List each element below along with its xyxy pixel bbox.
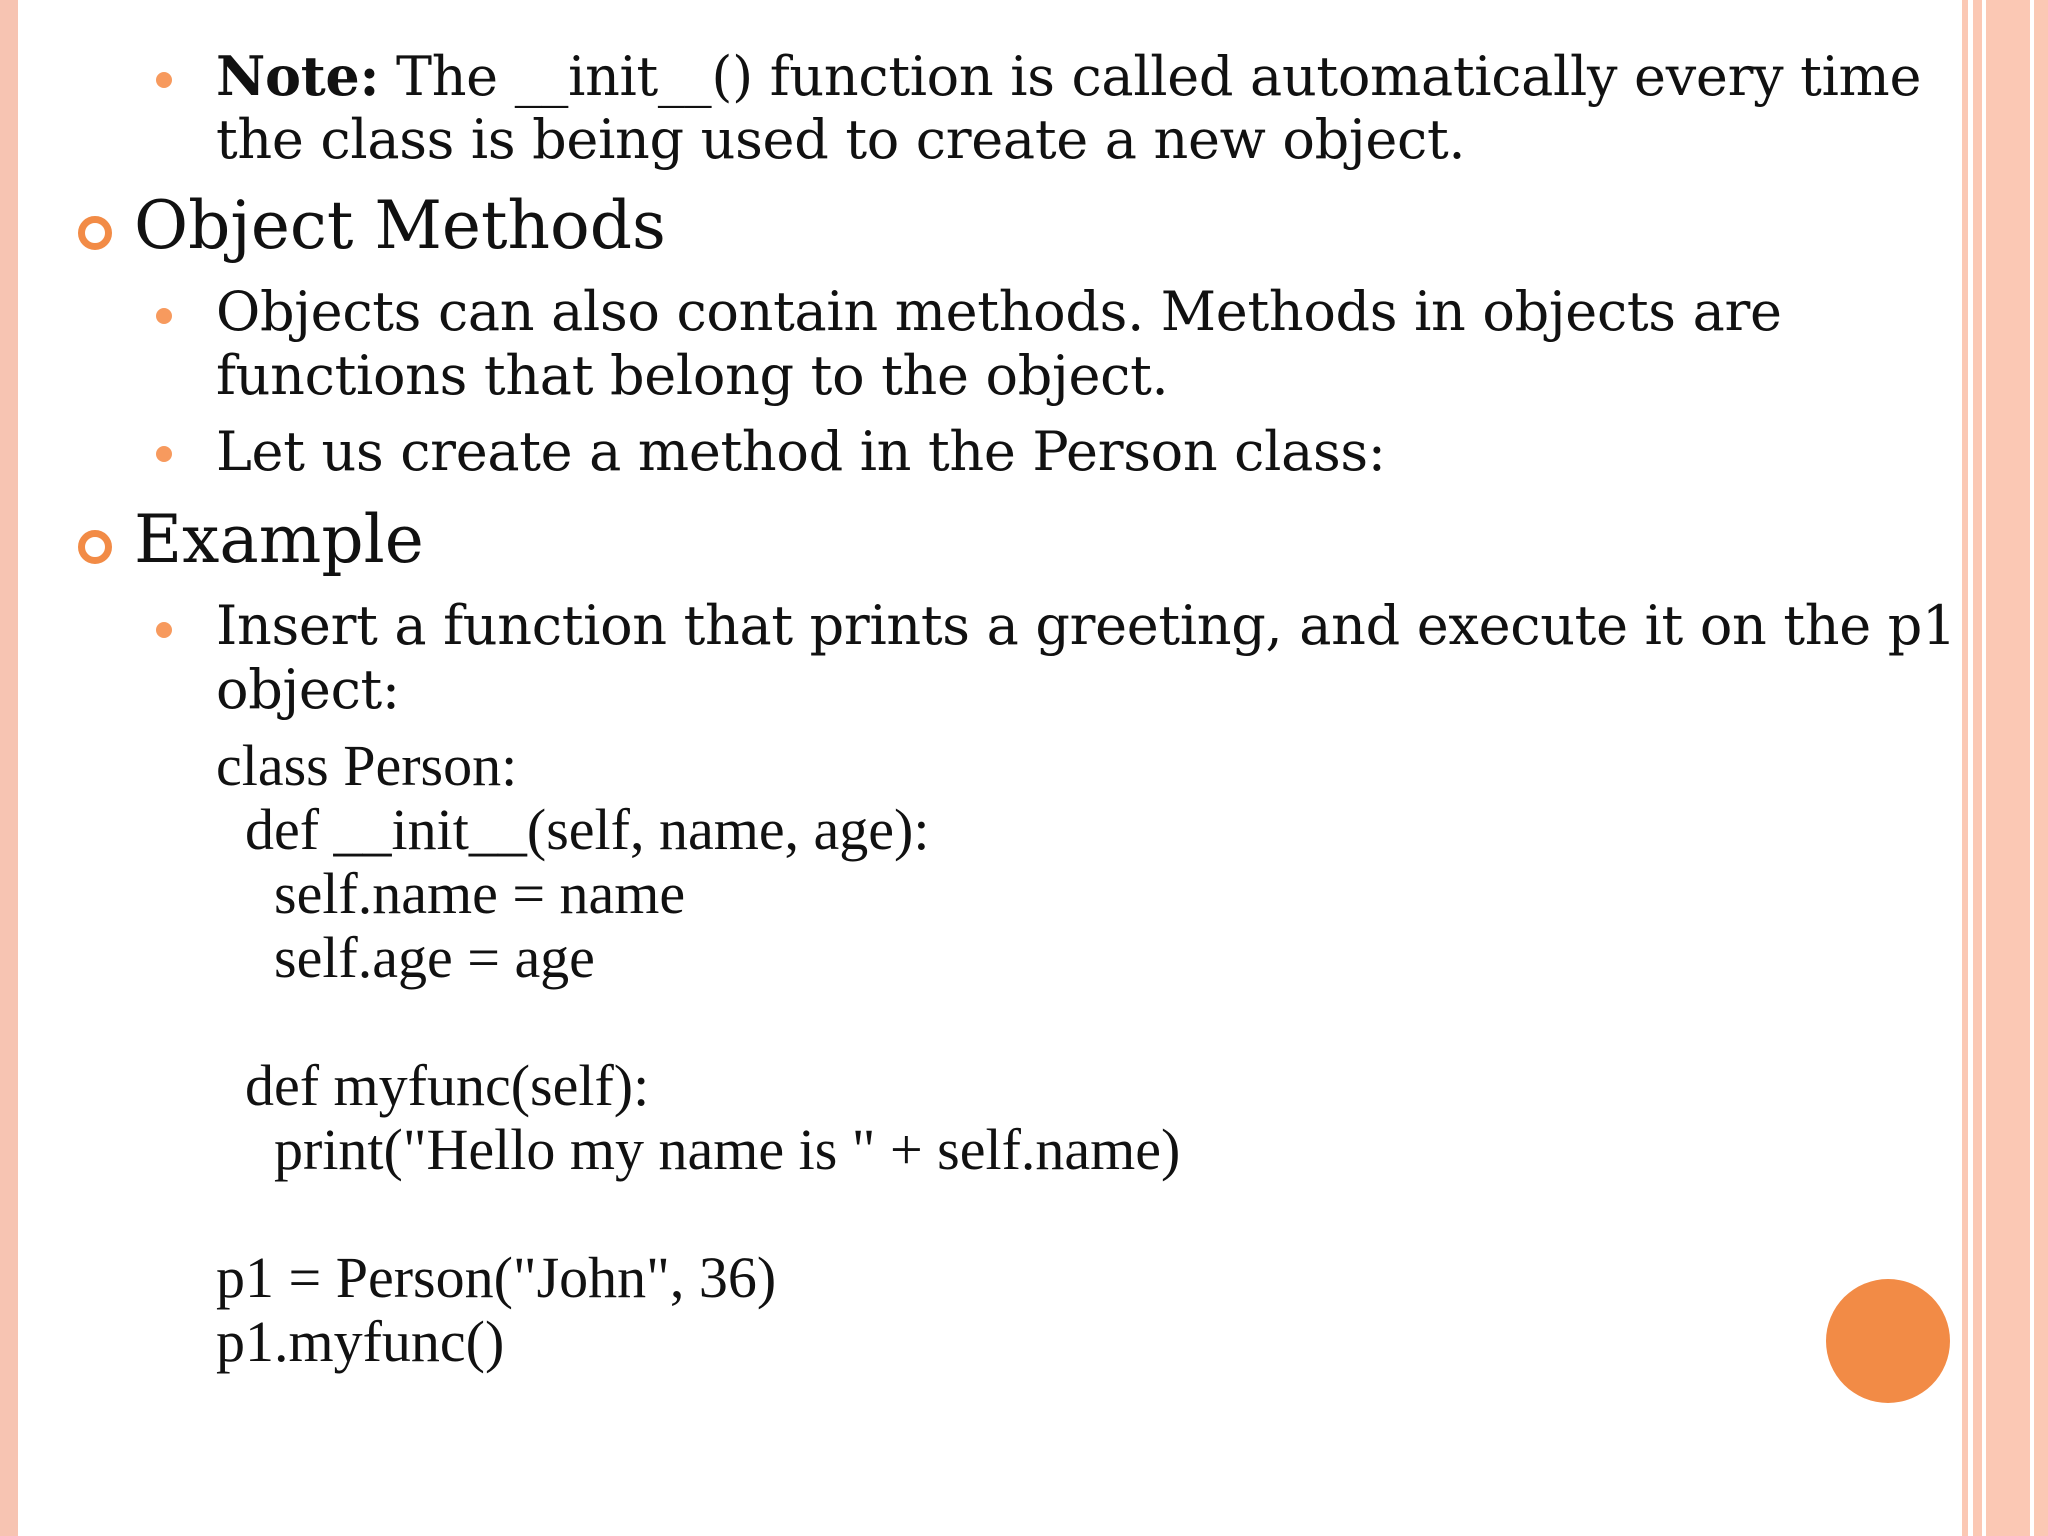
code-line: self.age = age <box>216 925 595 990</box>
dot-bullet-icon <box>156 622 172 638</box>
section-heading-object-methods: Object Methods <box>134 187 666 264</box>
bullet-text: Objects can also contain methods. Methods in objects are <box>216 280 1782 343</box>
note-label: Note: <box>216 44 380 108</box>
code-line: class Person: <box>216 733 518 798</box>
ring-bullet-icon <box>78 216 112 250</box>
code-line: def myfunc(self): <box>216 1053 650 1118</box>
bullet-text: Insert a function that prints a greeting, and execute it on the p1 <box>216 594 1957 657</box>
bullet-text-continued: functions that belong to the object. <box>216 344 1169 407</box>
dot-bullet-icon <box>156 446 172 462</box>
section-heading-example: Example <box>134 501 424 578</box>
code-line: self.name = name <box>216 861 686 926</box>
code-line: p1.myfunc() <box>216 1309 505 1374</box>
right-divider-line <box>1982 0 1986 1536</box>
note-text: The __init__() function is called automatically every time <box>379 45 1922 108</box>
note-line-2: the class is being used to create a new object. <box>216 108 1466 171</box>
right-divider-line <box>1968 0 1973 1536</box>
code-line: print("Hello my name is " + self.name) <box>216 1117 1181 1182</box>
orange-circle-decoration <box>1826 1279 1950 1403</box>
ring-bullet-icon <box>78 530 112 564</box>
bullet-text-continued: object: <box>216 658 400 721</box>
code-line: def __init__(self, name, age): <box>216 797 930 862</box>
code-line: p1 = Person("John", 36) <box>216 1245 777 1310</box>
right-divider-line <box>2030 0 2034 1536</box>
bullet-text: Let us create a method in the Person class: <box>216 420 1386 483</box>
dot-bullet-icon <box>156 72 172 88</box>
dot-bullet-icon <box>156 308 172 324</box>
note-line <box>216 44 1921 109</box>
right-decorative-band <box>1962 0 2048 1536</box>
